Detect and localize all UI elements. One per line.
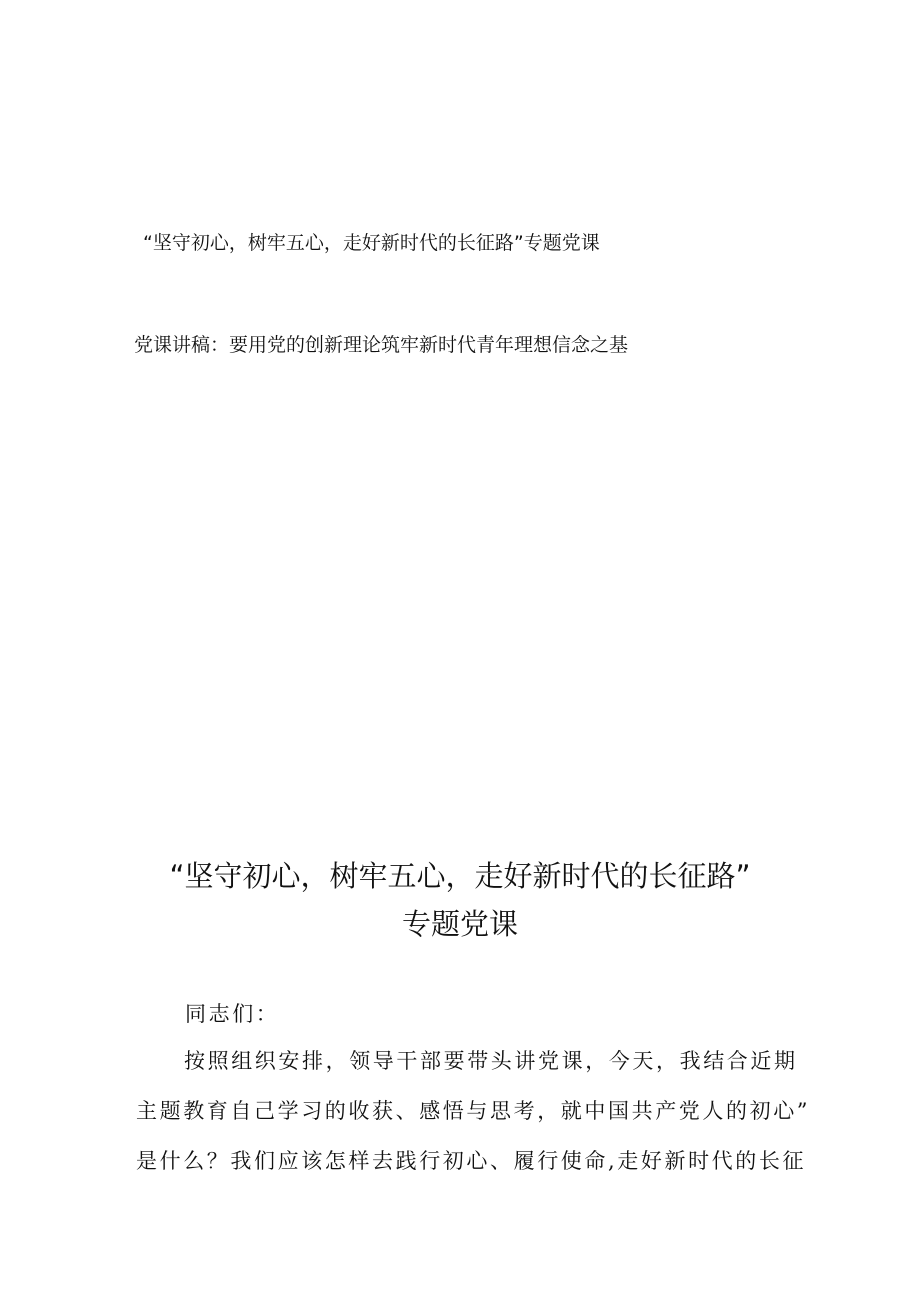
article-title-line-2: 专题党课 <box>401 907 518 941</box>
paragraph-line-2: 主题教育自己学习的收获、感悟与思考，就中国共产党人的初心” <box>136 1099 811 1123</box>
article-title-line-1: “坚守初心，树牢五心，走好新时代的长征路” <box>169 859 751 893</box>
paragraph-line-1: 按照组织安排，领导干部要带头讲党课，今天，我结合近期 <box>184 1049 798 1073</box>
paragraph-line-3: 是什么？我们应该怎样去践行初心、履行使命,走好新时代的长征 <box>136 1149 807 1173</box>
toc-item-1: “坚守初心，树牢五心，走好新时代的长征路”专题党课 <box>143 232 600 254</box>
toc-item-2: 党课讲稿：要用党的创新理论筑牢新时代青年理想信念之基 <box>134 334 629 356</box>
greeting-text: 同志们： <box>185 1002 280 1026</box>
